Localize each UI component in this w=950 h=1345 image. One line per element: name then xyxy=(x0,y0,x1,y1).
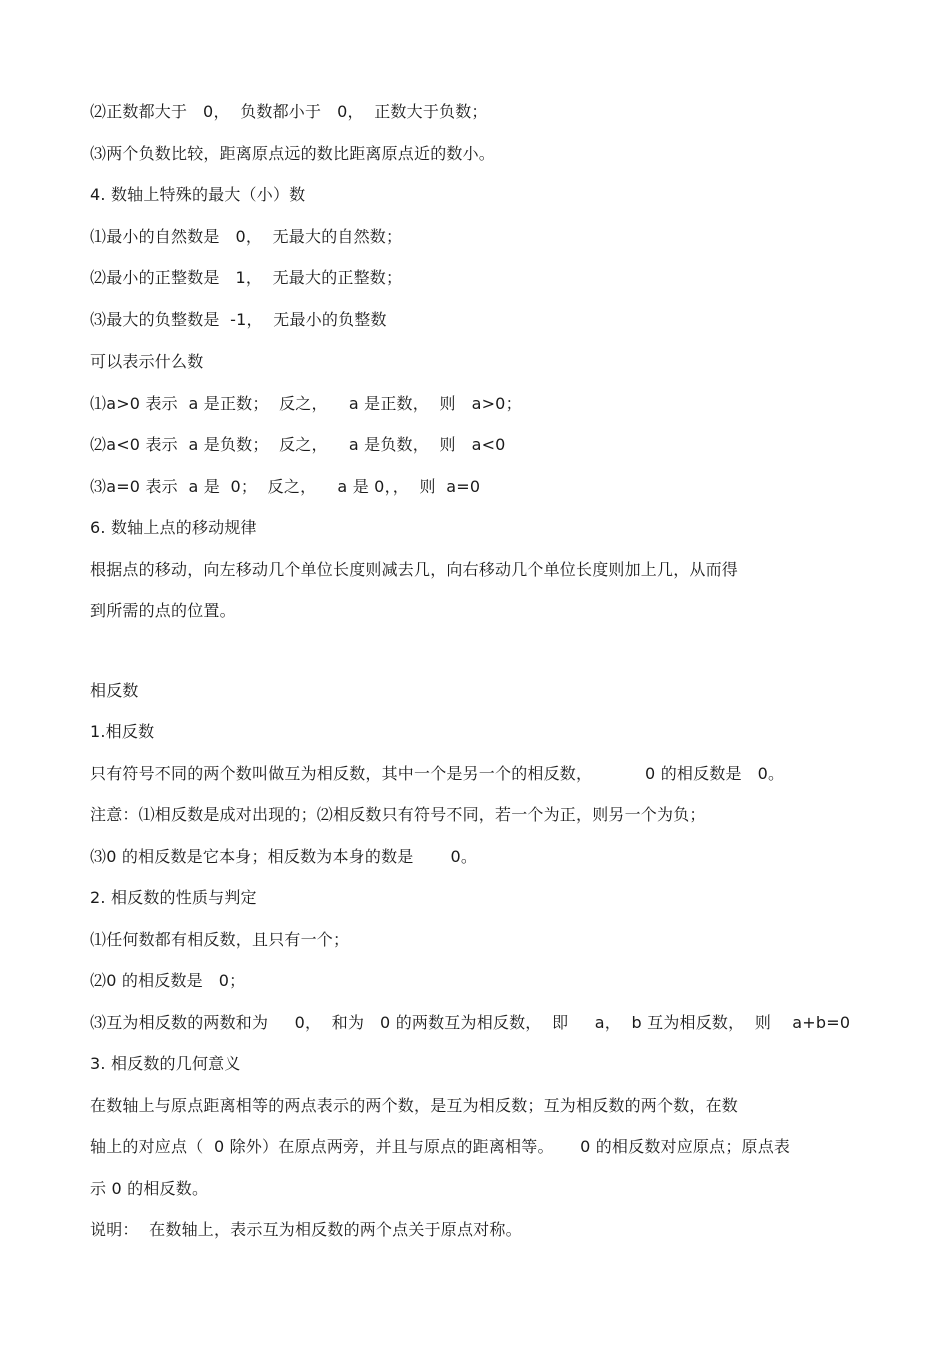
text-line: 只有符号不同的两个数叫做互为相反数，其中一个是另一个的相反数， 0 的相反数是 0。 xyxy=(90,764,785,783)
text-line: ⑶0 的相反数是它本身；相反数为本身的数是 0。 xyxy=(90,847,478,866)
section-heading: 4. 数轴上特殊的最大（小）数 xyxy=(90,185,306,204)
section-title: 相反数 xyxy=(90,681,139,700)
section-heading: 可以表示什么数 xyxy=(90,352,204,371)
text-line: ⑴a>0 表示 a 是正数； 反之， a 是正数， 则 a>0； xyxy=(90,394,522,413)
text-line: ⑶两个负数比较，距离原点远的数比距离原点近的数小。 xyxy=(90,144,496,163)
section-heading: 2. 相反数的性质与判定 xyxy=(90,888,257,907)
text-line: 到所需的点的位置。 xyxy=(90,601,236,620)
text-line: 示 0 的相反数。 xyxy=(90,1179,209,1198)
section-heading: 6. 数轴上点的移动规律 xyxy=(90,518,257,537)
text-line: ⑵a<0 表示 a 是负数； 反之， a 是负数， 则 a<0 xyxy=(90,435,506,454)
text-line: 在数轴上与原点距离相等的两点表示的两个数，是互为相反数；互为相反数的两个数，在数 xyxy=(90,1096,739,1115)
text-line: 根据点的移动，向左移动几个单位长度则减去几，向右移动几个单位长度则加上几，从而得 xyxy=(90,560,739,579)
text-line: 轴上的对应点（ 0 除外）在原点两旁，并且与原点的距离相等。 0 的相反数对应原点；原点表 xyxy=(90,1137,791,1156)
text-line: ⑵最小的正整数是 1， 无最大的正整数； xyxy=(90,268,403,287)
section-heading: 3. 相反数的几何意义 xyxy=(90,1054,241,1073)
text-line: 注意：⑴相反数是成对出现的；⑵相反数只有符号不同，若一个为正，则另一个为负； xyxy=(90,805,706,824)
text-line: ⑶a=0 表示 a 是 0； 反之， a 是 0，， 则 a=0 xyxy=(90,477,481,496)
text-line: 说明： 在数轴上，表示互为相反数的两个点关于原点对称。 xyxy=(90,1220,522,1239)
text-line: ⑶最大的负整数是 -1， 无最小的负整数 xyxy=(90,310,387,329)
text-line: ⑶互为相反数的两数和为 0， 和为 0 的两数互为相反数， 即 a， b 互为相反数， 则 a+b=0 xyxy=(90,1013,851,1032)
text-line: ⑴任何数都有相反数，且只有一个； xyxy=(90,930,350,949)
text-line: ⑴最小的自然数是 0， 无最大的自然数； xyxy=(90,227,403,246)
text-line: ⑵0 的相反数是 0； xyxy=(90,971,246,990)
text-line: ⑵正数都大于 0， 负数都小于 0， 正数大于负数； xyxy=(90,102,488,121)
section-heading: 1.相反数 xyxy=(90,722,155,741)
